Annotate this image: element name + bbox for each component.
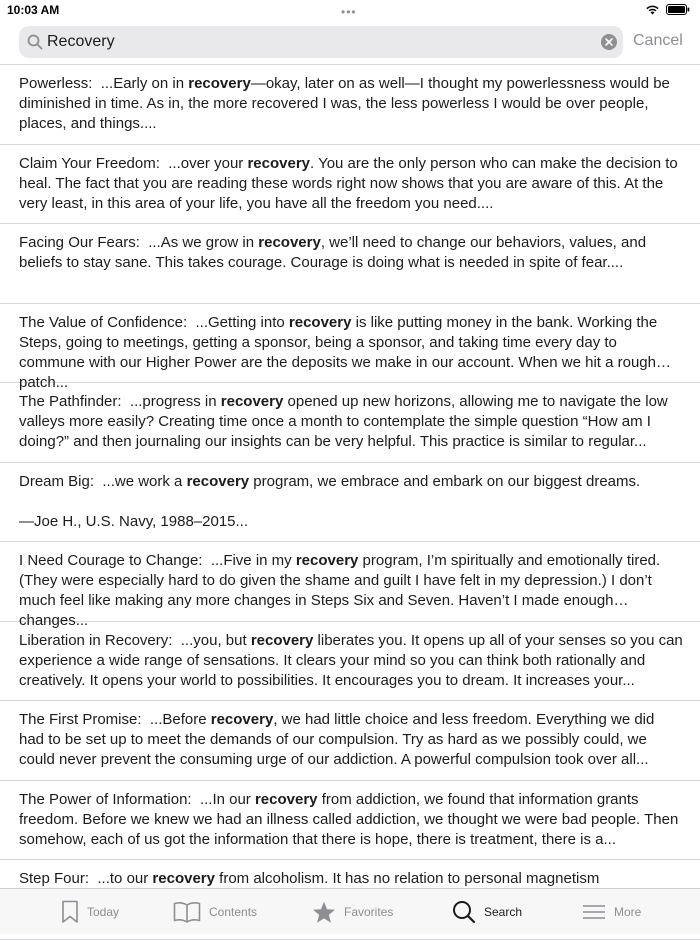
result-text-before: ...to our xyxy=(97,870,153,887)
clear-icon xyxy=(605,38,613,46)
result-text-after: opened up new horizons, allowing me to navigate the low valleys more easily? Creating time once a month to contemplate the simple question “How am I doing?” and then journaling our insights can be very helpful. This practice is similar to regular... xyxy=(19,393,668,450)
result-text-before: ...Getting into xyxy=(195,313,289,331)
tab-search[interactable] xyxy=(452,889,522,935)
tab-contents-label: Contents xyxy=(209,905,258,919)
result-text-before: ...progress in xyxy=(129,393,221,410)
result-title: I Need Courage to Change: xyxy=(19,552,203,569)
result-attribution: —Joe H., U.S. Navy, 1988–2015... xyxy=(19,512,249,530)
result-keyword: recovery xyxy=(250,631,314,649)
result-item[interactable] xyxy=(0,463,700,543)
result-text-after: from addiction, we found that information grants freedom. Before we knew we had an illness called addiction, we thought we were bad people. Then somehow, each of us got the information that there is hope, there is treatment, there is a... xyxy=(19,790,679,848)
list-icon xyxy=(582,904,606,920)
result-title: The Pathfinder: xyxy=(19,393,122,410)
result-snippet xyxy=(19,233,683,273)
result-text-after: —okay, later on as well—I thought my powerlessness would be diminished in time. As in, the more recovered I was, the less powerless I would be over people, places, and things.... xyxy=(19,75,670,132)
result-text-after: . You are the only person who can make the decision to heal. The fact that you are reading these words right now shows that you are aware of this. At the very least, in this area of your life, you have all the freedom you need.... xyxy=(19,154,678,212)
result-text-before: ...we work a xyxy=(102,472,187,490)
result-keyword: recovery xyxy=(247,154,311,172)
tab-search-label: Search xyxy=(484,905,523,919)
result-title: The First Promise: xyxy=(19,711,142,728)
status-icons xyxy=(645,4,690,15)
result-item[interactable] xyxy=(0,701,700,781)
result-text-after: , we had little choice and less freedom. Everything we did had to be set up to meet the demands of our compulsion. Try as hard as we possibly could, we could never prevent the consuming urge of our addiction. A powerful compulsion took over all... xyxy=(19,711,655,768)
clear-search-button[interactable] xyxy=(601,34,617,50)
result-item[interactable] xyxy=(0,383,700,463)
result-snippet xyxy=(19,392,683,452)
result-item[interactable] xyxy=(0,145,700,225)
search-icon xyxy=(452,900,476,924)
result-title: The Power of Information: xyxy=(19,790,192,808)
result-item[interactable] xyxy=(0,65,700,145)
result-keyword: recovery xyxy=(258,234,321,251)
result-snippet xyxy=(19,869,683,889)
multitasking-dots[interactable]: ••• xyxy=(341,5,357,19)
result-text-before: ...Five in my xyxy=(210,552,296,569)
tab-contents[interactable] xyxy=(173,889,257,935)
result-snippet xyxy=(19,472,683,532)
result-text-before: ...Early on in xyxy=(100,75,189,92)
result-text-before: ...In our xyxy=(199,790,255,808)
result-keyword: recovery xyxy=(152,870,215,887)
tab-today-label: Today xyxy=(87,905,120,919)
search-bar xyxy=(0,24,700,62)
result-item[interactable] xyxy=(0,224,700,304)
result-snippet xyxy=(19,790,683,850)
result-snippet xyxy=(19,313,683,391)
battery-icon xyxy=(666,4,690,15)
result-title: The Value of Confidence: xyxy=(19,313,188,331)
result-text-after: liberates you. It opens up all of your senses so you can experience a wide range of sensations. It clears your mind so you can think both rationally and creatively. It opens your world to possibilities. It encourages you to dream. It increases your... xyxy=(19,631,683,689)
tab-more-label: More xyxy=(614,905,642,919)
result-keyword: recovery xyxy=(188,75,251,92)
status-bar xyxy=(0,0,700,22)
bookmark-icon xyxy=(61,900,79,924)
result-keyword: recovery xyxy=(186,472,250,490)
book-icon xyxy=(173,901,201,923)
result-snippet xyxy=(19,551,683,629)
result-text-before: ...Before xyxy=(149,711,211,728)
tab-today[interactable] xyxy=(61,889,119,935)
result-title: Dream Big: xyxy=(19,472,95,490)
result-keyword: recovery xyxy=(254,790,318,808)
result-keyword: recovery xyxy=(220,393,284,410)
result-title: Powerless: xyxy=(19,75,93,92)
tab-more[interactable] xyxy=(582,889,641,935)
result-text-before: ...over your xyxy=(168,154,248,172)
result-title: Step Four: xyxy=(19,870,90,887)
result-item[interactable] xyxy=(0,781,700,861)
star-icon xyxy=(312,901,336,924)
status-time: 10:03 AM xyxy=(7,3,60,17)
result-text-after: from alcoholism. It has no relation to personal magnetism xyxy=(214,870,600,887)
result-keyword: recovery xyxy=(210,711,274,728)
tab-favorites-label: Favorites xyxy=(344,905,394,919)
result-text-after: program, I’m spiritually and emotionally tired. (They were especially hard to do given the shame and guilt I have felt in my depression.) I don’t much feel like making any more changes in Steps Six and Seven. Haven’t I made enough changes... xyxy=(19,552,661,629)
result-title: Liberation in Recovery: xyxy=(19,631,173,649)
search-input[interactable] xyxy=(47,26,587,58)
search-field[interactable] xyxy=(19,26,623,58)
result-item[interactable] xyxy=(0,304,700,391)
result-text-after: program, we embrace and embark on our biggest dreams. xyxy=(249,472,641,490)
result-text-before: ...you, but xyxy=(180,631,251,649)
result-item[interactable] xyxy=(0,542,700,629)
result-title: Claim Your Freedom: xyxy=(19,154,160,172)
result-keyword: recovery xyxy=(288,313,352,331)
result-text-after: is like putting money in the bank. Working the Steps, going to meetings, getting a sponsor, being a sponsor, and taking time every day to commune with our Higher Power are the deposits we make in our account. When we hit a rough patch... xyxy=(19,313,658,391)
result-title: Facing Our Fears: xyxy=(19,234,140,251)
tab-bar xyxy=(0,888,700,934)
search-results-list[interactable] xyxy=(0,64,700,888)
result-snippet xyxy=(19,74,683,134)
result-item[interactable] xyxy=(0,622,700,702)
wifi-icon xyxy=(645,4,660,15)
result-text-after: , we’ll need to change our behaviors, values, and beliefs to stay sane. This takes courage. Courage is doing what is needed in spite of fear.... xyxy=(19,234,647,271)
tab-favorites[interactable] xyxy=(312,889,393,935)
result-snippet xyxy=(19,631,683,691)
result-snippet xyxy=(19,710,683,770)
result-snippet xyxy=(19,154,683,214)
cancel-button[interactable]: Cancel xyxy=(633,32,683,49)
result-keyword: recovery xyxy=(295,552,359,569)
magnifier-icon xyxy=(27,34,43,50)
result-text-before: ...As we grow in xyxy=(148,234,259,251)
